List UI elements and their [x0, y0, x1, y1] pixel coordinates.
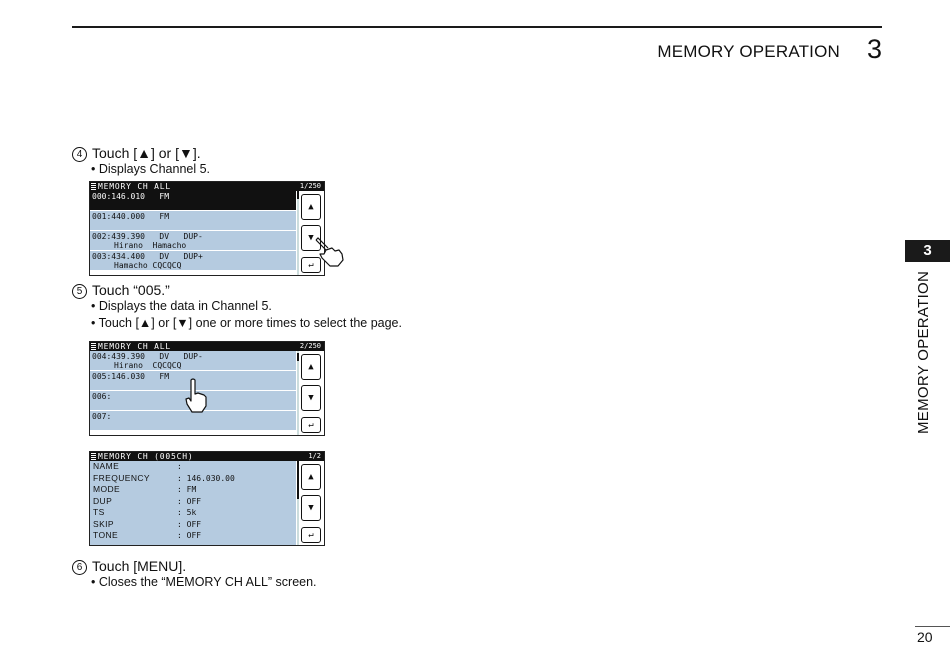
scrollbar[interactable] [297, 191, 299, 275]
channel-detail-list [90, 461, 296, 545]
screen-header [90, 182, 324, 191]
back-button[interactable]: ↵ [301, 417, 321, 433]
page-indicator: 2/250 [299, 342, 321, 350]
screen-header [90, 452, 324, 461]
step-5-number: 5 [72, 284, 87, 299]
step-6-bullet: • Closes the “MEMORY CH ALL” screen. [91, 575, 317, 589]
step-5-text: Touch “005.” [92, 282, 170, 298]
detail-row[interactable]: TONE : OFF [93, 530, 202, 540]
chapter-tab-number: 3 [905, 240, 950, 262]
scroll-down-button[interactable]: ▼ [301, 225, 321, 251]
step-5-bullet-1: • Displays the data in Channel 5. [91, 299, 272, 313]
channel-row[interactable]: 000:146.010 FM [90, 191, 296, 211]
channel-row[interactable]: 003:434.400 DV DUP+ Hamacho CQCQCQ [90, 251, 296, 271]
step-4-number: 4 [72, 147, 87, 162]
back-button[interactable]: ↵ [301, 257, 321, 273]
detail-row[interactable]: TS : 5k [93, 507, 197, 517]
step-5-title [72, 282, 170, 299]
scroll-up-button[interactable]: ▲ [301, 354, 321, 380]
step-4-title [72, 145, 201, 162]
channel-row[interactable]: 004:439.390 DV DUP- Hirano CQCQCQ [90, 351, 296, 371]
step-4-text: Touch [▲] or [▼]. [92, 145, 201, 161]
scroll-up-button[interactable]: ▲ [301, 464, 321, 490]
screen-header [90, 342, 324, 351]
scrollbar[interactable] [297, 351, 299, 435]
channel-row[interactable]: 002:439.390 DV DUP- Hirano Hamacho [90, 231, 296, 251]
menu-icon [91, 453, 96, 460]
section-number: 3 [866, 34, 882, 64]
channel-list [90, 191, 296, 271]
detail-row[interactable]: MODE : FM [93, 484, 197, 494]
step-6-text: Touch [MENU]. [92, 558, 187, 574]
detail-row[interactable]: SKIP : OFF [93, 518, 202, 529]
pointing-hand-icon [183, 378, 209, 414]
menu-icon [91, 343, 96, 350]
detail-row[interactable]: DUP : OFF [93, 495, 202, 506]
channel-row[interactable]: 006: [90, 391, 296, 411]
page-number-rule [915, 626, 950, 627]
screen-title: MEMORY CH ALL [98, 182, 172, 191]
pointing-hand-icon [312, 236, 348, 270]
step-6-number: 6 [72, 560, 87, 575]
scroll-up-button[interactable]: ▲ [301, 194, 321, 220]
header-rule [72, 26, 882, 28]
page-indicator: 1/250 [299, 182, 321, 190]
screen-memory-ch-detail [89, 451, 325, 546]
page-indicator: 1/2 [308, 452, 321, 460]
chapter-tab-label: MEMORY OPERATION [915, 270, 932, 434]
page-number: 20 [917, 629, 933, 645]
screen-title: MEMORY CH ALL [98, 342, 172, 351]
channel-row[interactable]: 007: [90, 411, 296, 431]
detail-row[interactable]: FREQUENCY : 146.030.00 [93, 472, 235, 483]
detail-row[interactable]: NAME : [93, 461, 182, 471]
step-6-title [72, 558, 186, 575]
scroll-down-button[interactable]: ▼ [301, 495, 321, 521]
screen-memory-ch-all-p1 [89, 181, 325, 276]
back-button[interactable]: ↵ [301, 527, 321, 543]
menu-icon [91, 183, 96, 190]
screen-title: MEMORY CH (005CH) [98, 452, 194, 461]
section-title: MEMORY OPERATION [657, 42, 840, 61]
scrollbar[interactable] [297, 461, 299, 545]
channel-row[interactable]: 005:146.030 FM [90, 371, 296, 391]
step-4-bullet: • Displays Channel 5. [91, 162, 211, 176]
step-5-bullet-2: • Touch [▲] or [▼] one or more times to select the page. [91, 316, 402, 330]
channel-row[interactable]: 001:440.000 FM [90, 211, 296, 231]
scroll-down-button[interactable]: ▼ [301, 385, 321, 411]
